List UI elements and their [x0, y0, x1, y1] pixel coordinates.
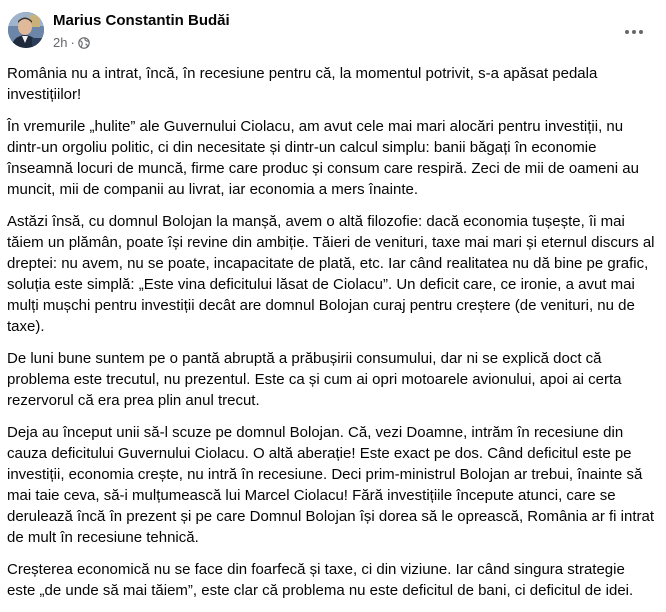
post-body [7, 63, 657, 612]
avatar-image [8, 12, 44, 48]
post-paragraph: În vremurile „hulite” ale Guvernului Ciolacu, am avut cele mai mari alocări pentru investiții, nu dintr-un orgoliu politic, ci din necesitate și dintr-un calcul simplu: banii băgați în economie înseamnă locuri de muncă, firme care produc și consum care respiră. Zeci de mii de oameni au muncit, mii de companii au livrat, iar economia a mers înainte. [7, 117, 639, 199]
meta-separator: · [70, 35, 75, 50]
author-name[interactable]: Marius Constantin Budăi [53, 12, 230, 29]
post-paragraph: Deja au început unii să-l scuze pe domnul Bolojan. Că, vezi Doamne, intrăm în recesiune din cauza deficitului Guvernului Ciolacu. O altă aberație! Este exact pe dos. Când deficitul este pe investiții, economia crește, nu intră în recesiune. Deci prim-ministrul Bolojan ar trebui, înainte să mai taie ceva, să-i mulțumească lui Marcel Ciolacu! Fără investițiile începute atunci, care se derulează încă în prezent și pe care Domnul Bolojan își dorea să le oprească, România ar fi intrat de mult în recesiune tehnică. [7, 423, 655, 547]
post-paragraph: Creșterea economică nu se face din foarfecă și taxe, ci din viziune. Iar când singura strategie este „de unde să mai tăiem”, este clar că problema nu este deficitul de bani, ci deficitul de idei. [7, 560, 634, 600]
avatar[interactable] [8, 12, 44, 48]
post-header [0, 0, 666, 62]
more-options-icon[interactable] [616, 18, 652, 46]
post-paragraph: De luni bune suntem pe o pantă abruptă a prăbușirii consumului, dar ni se explică doct că problema este trecutul, nu prezentul. Este ca și cum ai opri motoarele avionului, apoi ai certa rezervorul că era prea plin anul trecut. [7, 349, 622, 410]
post-paragraph: România nu a intrat, încă, în recesiune pentru că, la momentul potrivit, s-a apăsat pedala investițiilor! [7, 65, 598, 104]
post-time[interactable]: 2h [53, 35, 68, 50]
globe-icon[interactable] [78, 37, 90, 49]
post-paragraph: Astăzi însă, cu domnul Bolojan la manșă, avem o altă filozofie: dacă economia tușește, îi mai tăiem un plămân, poate își revine din ambiție. Tăieri de venituri, taxe mai mari și eternul discurs al dreptei: nu avem, nu se poate, incapacitate de plată, etc. Iar când realitatea nu dă bine pe grafic, soluția este simplă: „Este vina deficitului lăsat de Ciolacu”. Un deficit care, ce ironie, a avut mai mulți mușchi pentru investiții decât are domnul Bolojan curaj pentru creștere (de venituri, nu de taxe). [7, 212, 655, 336]
post-meta [53, 35, 90, 50]
